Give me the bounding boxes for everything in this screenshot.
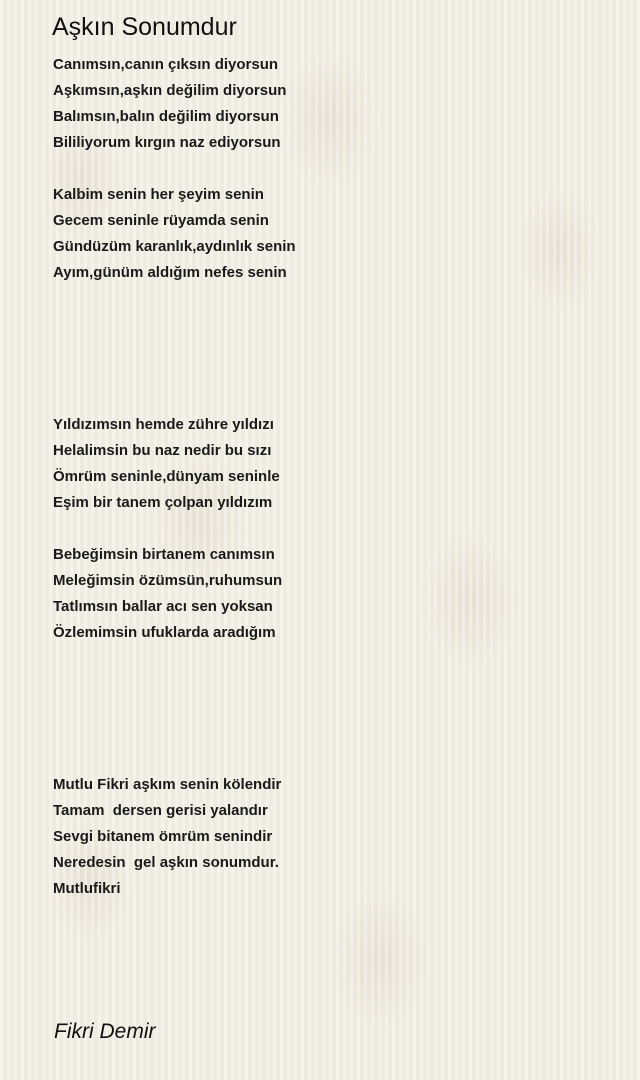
poem-line: Gecem seninle rüyamda senin <box>53 212 269 229</box>
poem-line: Tatlımsın ballar acı sen yoksan <box>53 598 273 615</box>
stanza <box>53 412 280 516</box>
poem-line: Canımsın,canın çıksın diyorsun <box>53 56 279 73</box>
poem-line: Bililiyorum kırgın naz ediyorsun <box>53 134 281 151</box>
poem-line: Ömrüm seninle,dünyam seninle <box>53 468 280 485</box>
poem-line: Meleğimsin özümsün,ruhumsun <box>53 572 283 589</box>
poem-signature-line: Mutlufikri <box>53 880 121 897</box>
poem-line: Özlemimsin ufuklarda aradığım <box>53 624 276 641</box>
poem-line: Helalimsin bu naz nedir bu sızı <box>53 442 272 459</box>
poem-line: Aşkımsın,aşkın değilim diyorsun <box>53 82 287 99</box>
poem-title: Aşkın Sonumdur <box>52 13 237 41</box>
poem-line: Ayım,günüm aldığım nefes senin <box>53 264 287 281</box>
poem-line: Kalbim senin her şeyim senin <box>53 186 264 203</box>
poem-line: Gündüzüm karanlık,aydınlık senin <box>53 238 296 255</box>
poem-line: Bebeğimsin birtanem canımsın <box>53 546 275 563</box>
poem-line: Neredesin gel aşkın sonumdur. <box>53 854 279 871</box>
stanza <box>53 182 296 286</box>
poem-line: Eşim bir tanem çolpan yıldızım <box>53 494 273 511</box>
poem-author: Fikri Demir <box>54 1020 156 1043</box>
stanza <box>53 772 281 902</box>
stanza <box>53 542 282 646</box>
poem-line: Balımsın,balın değilim diyorsun <box>53 108 279 125</box>
poem-line: Sevgi bitanem ömrüm senindir <box>53 828 273 845</box>
stanza <box>53 52 286 156</box>
poem-line: Mutlu Fikri aşkım senin kölendir <box>53 776 282 793</box>
poem-line: Tamam dersen gerisi yalandır <box>53 802 268 819</box>
poem-line: Yıldızımsın hemde zühre yıldızı <box>53 416 274 433</box>
